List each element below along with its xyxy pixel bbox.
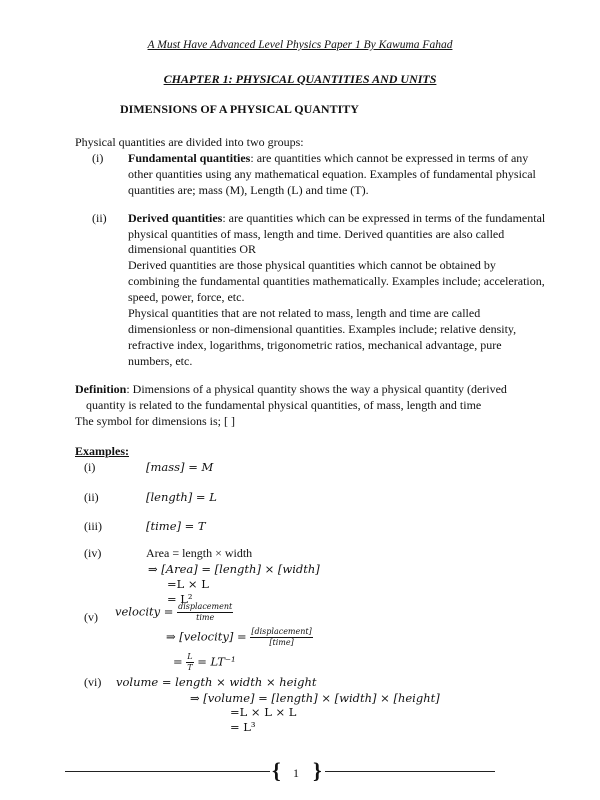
group-definition-line: physical quantities of mass, length and time. Derived quantities are also called xyxy=(128,227,505,241)
definition-line: The symbol for dimensions is; [ ] xyxy=(75,414,235,428)
group-definition-line: numbers, etc. xyxy=(128,354,193,368)
example-equation: = L³ xyxy=(230,720,256,734)
example-equation: =L × L × L xyxy=(230,705,297,719)
example-equation: volume = length × width × height xyxy=(116,675,317,689)
running-header: A Must Have Advanced Level Physics Paper 1 By Kawuma Fahad xyxy=(147,39,453,51)
definition-line: Definition: Dimensions of a physical quantity shows the way a physical quantity (derived xyxy=(75,382,507,396)
term-fundamental-quantities: Fundamental quantities xyxy=(128,151,251,165)
example-number: (iv) xyxy=(84,546,102,560)
footer-rule-right xyxy=(325,771,495,772)
example-equation: = L² xyxy=(167,592,193,606)
group-definition-line: Fundamental quantities: are quantities which cannot be expressed in terms of any xyxy=(128,151,529,165)
group-number: (i) xyxy=(92,151,104,165)
example-equation: [time] = T xyxy=(146,519,206,533)
example-number: (i) xyxy=(84,460,96,474)
definition-line: quantity is related to the fundamental physical quantities, of mass, length and time xyxy=(86,398,482,412)
intro-text: Physical quantities are divided into two groups: xyxy=(75,135,304,149)
page-number: 1 xyxy=(293,766,299,780)
fraction: $\frac{\text{displacement}}{\text{time}}$ xyxy=(178,602,233,622)
example-equation: [mass] = M xyxy=(146,460,214,474)
group-definition-line: dimensionless or non-dimensional quantities. Examples include; relative density, xyxy=(128,322,517,336)
example-equation: Area = length × width xyxy=(146,546,253,560)
example-number: (v) xyxy=(84,610,98,624)
group-definition-line: Derived quantities: are quantities which can be expressed in terms of the fundamental xyxy=(128,211,546,225)
example-equation: =L × L xyxy=(167,577,209,591)
footer-rule-left xyxy=(65,771,270,772)
example-equation: = $\frac{L}{T}$ = LT⁻¹ xyxy=(173,652,236,672)
group-definition-line: quantities are; mass (M), Length (L) and time (T). xyxy=(128,183,369,197)
examples-heading: Examples: xyxy=(75,444,129,458)
example-number: (ii) xyxy=(84,490,99,504)
group-definition-line: refractive index, logarithms, trigonometric ratios, mechanical advantage, pure xyxy=(128,338,502,352)
group-definition-line: other quantities using any mathematical equation. Examples of fundamental physical xyxy=(128,167,536,181)
example-equation: ⇒ [Area] = [length] × [width] xyxy=(148,562,320,576)
term-derived-quantities: Derived quantities xyxy=(128,211,223,225)
group-number: (ii) xyxy=(92,211,107,225)
group-definition-line: speed, power, force, etc. xyxy=(128,290,245,304)
section-title: DIMENSIONS OF A PHYSICAL QUANTITY xyxy=(120,102,359,116)
fraction: $\frac{\text{[displacement]}}{\text{[time]}}$ xyxy=(251,627,312,647)
example-equation: ⇒ [velocity] = $\frac{\text{[displacement]}}{\text{[time]}}$ xyxy=(166,627,312,647)
example-equation: [length] = L xyxy=(146,490,217,504)
group-definition-line: Derived quantities are those physical quantities which cannot be obtained by xyxy=(128,258,496,272)
term-definition: Definition xyxy=(75,382,127,396)
footer-brace-right: } xyxy=(313,758,322,783)
group-definition-line: combining the fundamental quantities mathematically. Examples include; acceleration, xyxy=(128,274,545,288)
group-definition-line: Physical quantities that are not related to mass, length and time are called xyxy=(128,306,481,320)
example-number: (vi) xyxy=(84,675,102,689)
footer-brace-left: { xyxy=(272,758,281,783)
example-number: (iii) xyxy=(84,519,102,533)
chapter-title: CHAPTER 1: PHYSICAL QUANTITIES AND UNITS xyxy=(163,72,437,86)
group-definition-line: dimensional quantities OR xyxy=(128,242,256,256)
example-equation: ⇒ [volume] = [length] × [width] × [height] xyxy=(190,691,440,705)
example-equation: velocity = $\frac{\text{displacement}}{\text{time}}$ xyxy=(115,602,233,622)
fraction: $\frac{L}{T}$ xyxy=(187,652,193,672)
